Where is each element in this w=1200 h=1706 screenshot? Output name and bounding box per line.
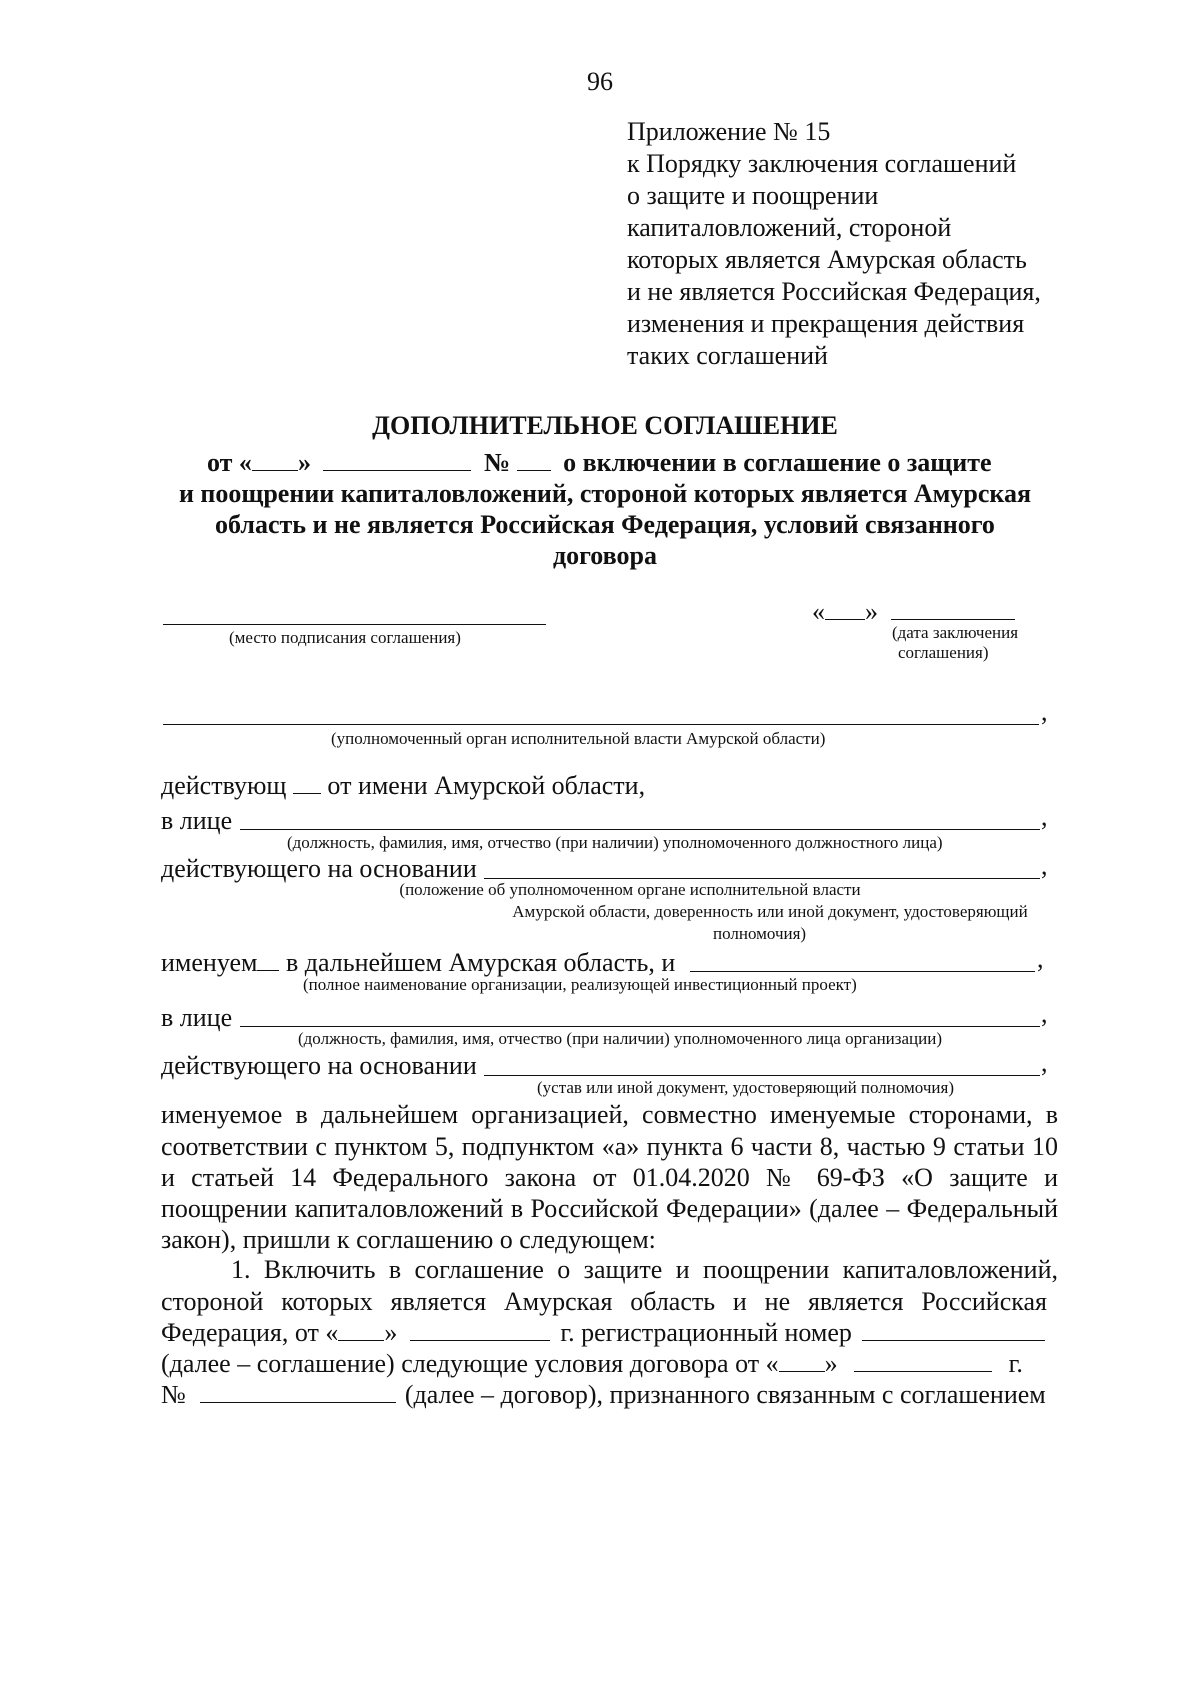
person-comma: , xyxy=(1041,999,1048,1028)
charter-line xyxy=(484,1075,1040,1076)
organ-comma: , xyxy=(1041,697,1048,726)
item1-line-1: 1. Включить в соглашение о защите и поощрении капиталовложений, xyxy=(231,1255,1058,1284)
person-caption: (должность, фамилия, имя, отчество (при наличии) уполномоченного лица организации) xyxy=(298,1029,942,1048)
acting-basis-label-2: действующего на основании xyxy=(161,1051,477,1080)
page-number: 96 xyxy=(587,67,613,96)
item1-contract-tail: (далее – договор), признанного связанным с соглашением xyxy=(404,1380,1046,1409)
basis-comma: , xyxy=(1041,851,1048,880)
basis-caption-1-text: (положение об уполномоченном органе исполнительной власти xyxy=(399,880,861,899)
paragraph-line: и статьей 14 Федерального закона от 01.04.2020 № 69-ФЗ «О защите и xyxy=(161,1163,1058,1192)
in-person-label-2: в лице xyxy=(161,1003,233,1032)
item1-from-label: Федерация, от « xyxy=(161,1318,339,1347)
person-line xyxy=(240,1026,1040,1027)
official-comma: , xyxy=(1041,802,1048,831)
in-person-label: в лице xyxy=(161,806,233,835)
title-day-blank xyxy=(252,448,298,471)
date-caption-1: (дата заключения xyxy=(892,623,1019,642)
item1-contract-day-blank xyxy=(779,1349,825,1372)
title-number-sign: № xyxy=(483,448,511,477)
appendix-line: изменения и прекращения действия xyxy=(627,309,1025,338)
charter-comma: , xyxy=(1041,1048,1048,1077)
acting-line xyxy=(161,770,645,801)
org-comma: , xyxy=(1037,944,1044,973)
organ-line xyxy=(163,724,1039,725)
item1-line-3 xyxy=(161,1317,1045,1348)
item1-reg-blank xyxy=(862,1318,1045,1341)
date-quote-open: « xyxy=(812,597,825,626)
title-number-blank xyxy=(517,448,551,471)
item1-agreement-label: (далее – соглашение) следующие условия договора от « xyxy=(161,1349,779,1378)
title-line-3: и поощрении капиталовложений, стороной которых является Амурская xyxy=(178,479,1032,508)
paragraph-line: именуемое в дальнейшем организацией, совместно именуемые сторонами, в xyxy=(161,1100,1058,1129)
document-title: ДОПОЛНИТЕЛЬНОЕ СОГЛАШЕНИЕ xyxy=(372,411,838,440)
appendix-line: капиталовложений, стороной xyxy=(627,213,952,242)
title-quote-close: » xyxy=(297,448,311,477)
title-line-2: о включении в соглашение о защите xyxy=(563,448,992,477)
paragraph-line: закон), пришли к соглашению о следующем: xyxy=(161,1225,656,1254)
appendix-line: таких соглашений xyxy=(627,341,828,370)
appendix-line: Приложение № 15 xyxy=(627,117,831,146)
date-caption-2: соглашения) xyxy=(898,643,989,662)
item1-month-blank xyxy=(410,1318,550,1341)
named-suffix: в дальнейшем Амурская область, и xyxy=(285,948,676,977)
basis-caption-3: полномочия) xyxy=(713,924,807,943)
org-line xyxy=(690,971,1035,972)
place-line xyxy=(163,624,546,625)
appendix-line: и не является Российская Федерация, xyxy=(627,277,1041,306)
named-ending-blank xyxy=(257,948,279,971)
item1-reg-label: г. регистрационный номер xyxy=(560,1318,852,1347)
item1-number-sign: № xyxy=(161,1380,186,1409)
item1-line-2: стороной которых является Амурская область и не является Российская xyxy=(161,1287,1047,1316)
title-line-5: договора xyxy=(553,541,657,570)
official-caption: (должность, фамилия, имя, отчество (при наличии) уполномоченного должностного лица) xyxy=(287,833,943,852)
appendix-line: о защите и поощрении xyxy=(627,181,879,210)
item1-year-label: г. xyxy=(1008,1349,1023,1378)
appendix-block xyxy=(627,116,1041,372)
charter-caption: (устав или иной документ, удостоверяющий полномочия) xyxy=(537,1078,954,1097)
item1-contract-quote-close: » xyxy=(824,1349,838,1378)
item1-day-blank xyxy=(338,1318,384,1341)
official-line xyxy=(240,829,1040,830)
item1-line-5 xyxy=(161,1379,1046,1410)
title-line-4: область и не является Российская Федерация, условий связанного xyxy=(215,510,995,539)
acting-prefix: действующ xyxy=(161,771,287,800)
paragraph-line: поощрении капиталовложений в Российской Федерации» (далее – Федеральный xyxy=(161,1194,1058,1223)
appendix-line: которых является Амурская область xyxy=(627,245,1027,274)
date-quote-close: » xyxy=(865,597,878,626)
basis-caption-1 xyxy=(0,879,1200,900)
basis-caption-2-text: Амурской области, доверенность или иной документ, удостоверяющий xyxy=(512,902,1028,921)
item1-contract-number-blank xyxy=(200,1380,396,1403)
place-caption: (место подписания соглашения) xyxy=(229,628,461,647)
item1-quote-close: » xyxy=(384,1318,398,1347)
date-month-blank xyxy=(891,597,1015,620)
org-caption: (полное наименование организации, реализующей инвестиционный проект) xyxy=(303,975,857,994)
organ-caption: (уполномоченный орган исполнительной власти Амурской области) xyxy=(331,729,826,748)
item1-contract-month-blank xyxy=(854,1349,992,1372)
named-prefix: именуем xyxy=(161,948,258,977)
basis-caption-2 xyxy=(0,901,1200,922)
acting-ending-blank xyxy=(293,771,321,794)
item1-line-4 xyxy=(161,1348,1023,1379)
title-from-label: от « xyxy=(207,448,252,477)
title-month-blank xyxy=(323,448,471,471)
appendix-line: к Порядку заключения соглашений xyxy=(627,149,1017,178)
acting-suffix: от имени Амурской области, xyxy=(327,771,646,800)
paragraph-line: соответствии с пунктом 5, подпунктом «а» пункта 6 части 8, частью 9 статьи 10 xyxy=(161,1132,1058,1161)
acting-basis-label: действующего на основании xyxy=(161,854,477,883)
title-date-line xyxy=(207,447,992,478)
date-day-blank xyxy=(825,597,865,620)
